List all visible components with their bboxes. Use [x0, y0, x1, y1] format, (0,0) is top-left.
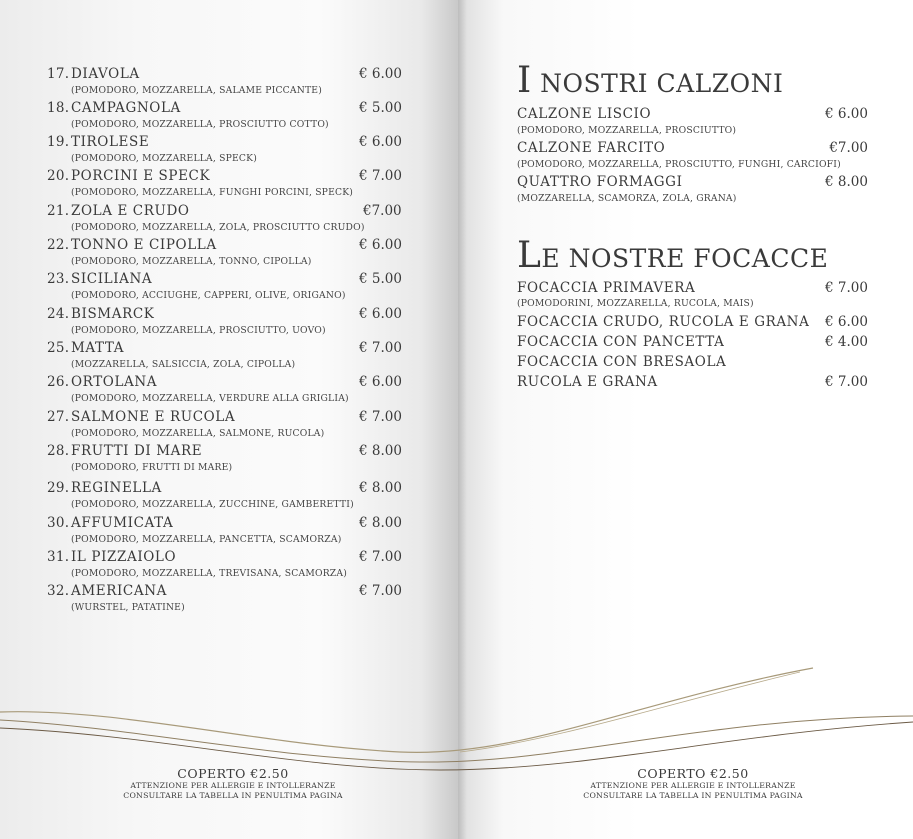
pizza-price: € 7.00 — [359, 168, 402, 184]
focaccia-name: FOCACCIA CON PANCETTA — [517, 334, 725, 350]
pizza-name: IL PIZZAIOLO — [71, 549, 177, 565]
calzone-name: QUATTRO FORMAGGI — [517, 174, 683, 190]
allergy-notice-line2: CONSULTARE LA TABELLA IN PENULTIMA PAGINA — [123, 790, 343, 800]
focaccia-price: € 7.00 — [825, 280, 868, 296]
pizza-description: (POMODORO, MOZZARELLA, SALMONE, RUCOLA) — [71, 428, 325, 439]
allergy-notice-line2: CONSULTARE LA TABELLA IN PENULTIMA PAGINA — [583, 790, 803, 800]
pizza-price: € 7.00 — [359, 583, 402, 599]
pizza-price: € 7.00 — [359, 340, 402, 356]
item-number: 22. — [47, 237, 70, 253]
pizza-price: € 6.00 — [359, 66, 402, 82]
focaccia-description: (POMODORINI, MOZZARELLA, RUCOLA, MAIS) — [517, 298, 754, 309]
item-number: 32. — [47, 583, 70, 599]
calzone-name: CALZONE FARCITO — [517, 140, 666, 156]
calzone-price: € 8.00 — [825, 174, 868, 190]
pizza-description: (POMODORO, MOZZARELLA, TREVISANA, SCAMORZA) — [71, 568, 348, 579]
pizza-description: (POMODORO, MOZZARELLA, ZOLA, PROSCIUTTO CRUDO) — [71, 222, 365, 233]
item-number: 31. — [47, 549, 70, 565]
pizza-name: AMERICANA — [71, 583, 167, 599]
left-footer — [83, 766, 383, 800]
focaccia-name: FOCACCIA PRIMAVERA — [517, 280, 696, 296]
allergy-notice-line1: ATTENZIONE PER ALLERGIE E INTOLLERANZE — [130, 781, 336, 790]
item-number: 17. — [47, 66, 70, 82]
pizza-description: (POMODORO, MOZZARELLA, PANCETTA, SCAMORZA) — [71, 534, 342, 545]
calzoni-title: I NOSTRI CALZONI — [517, 60, 784, 101]
focaccia-price: € 7.00 — [825, 374, 868, 390]
focaccia-price: € 4.00 — [825, 334, 868, 350]
pizza-description: (POMODORO, MOZZARELLA, PROSCIUTTO, UOVO) — [71, 325, 326, 336]
pizza-name: FRUTTI DI MARE — [71, 443, 203, 459]
calzone-description: (POMODORO, MOZZARELLA, PROSCIUTTO) — [517, 125, 737, 136]
item-number: 20. — [47, 168, 70, 184]
pizza-description: (POMODORO, FRUTTI DI MARE) — [71, 462, 233, 473]
pizza-price: € 5.00 — [359, 100, 402, 116]
item-number: 24. — [47, 306, 70, 322]
pizza-description: (POMODORO, MOZZARELLA, FUNGHI PORCINI, SPECK) — [71, 187, 354, 198]
pizza-description: (POMODORO, MOZZARELLA, ZUCCHINE, GAMBERETTI) — [71, 499, 354, 510]
pizza-name: BISMARCK — [71, 306, 155, 322]
item-number: 18. — [47, 100, 70, 116]
pizza-name: AFFUMICATA — [71, 515, 174, 531]
pizza-name: MATTA — [71, 340, 125, 356]
pizza-name: CAMPAGNOLA — [71, 100, 181, 116]
pizza-name: TONNO E CIPOLLA — [71, 237, 217, 253]
item-number: 29. — [47, 480, 70, 496]
pizza-description: (MOZZARELLA, SALSICCIA, ZOLA, CIPOLLA) — [71, 359, 296, 370]
pizza-name: ZOLA E CRUDO — [71, 203, 190, 219]
item-number: 26. — [47, 374, 70, 390]
pizza-price: € 6.00 — [359, 374, 402, 390]
calzone-description: (MOZZARELLA, SCAMORZA, ZOLA, GRANA) — [517, 193, 737, 204]
pizza-name: REGINELLA — [71, 480, 162, 496]
pizza-description: (POMODORO, MOZZARELLA, SALAME PICCANTE) — [71, 85, 322, 96]
item-number: 28. — [47, 443, 70, 459]
pizza-price: € 6.00 — [359, 306, 402, 322]
coperto-text: COPERTO €2.50 — [177, 766, 289, 781]
pizza-price: € 7.00 — [359, 409, 402, 425]
pizza-price: € 7.00 — [359, 549, 402, 565]
calzone-name: CALZONE LISCIO — [517, 106, 652, 122]
item-number: 30. — [47, 515, 70, 531]
pizza-name: PORCINI E SPECK — [71, 168, 211, 184]
pizza-name: DIAVOLA — [71, 66, 140, 82]
pizza-name: ORTOLANA — [71, 374, 158, 390]
focaccia-price: € 6.00 — [825, 314, 868, 330]
item-number: 19. — [47, 134, 70, 150]
focacce-title: LE NOSTRE FOCACCE — [517, 235, 829, 276]
pizza-description: (POMODORO, ACCIUGHE, CAPPERI, OLIVE, ORIGANO) — [71, 290, 346, 301]
pizza-price: €7.00 — [363, 203, 402, 219]
focaccia-name: FOCACCIA CRUDO, RUCOLA E GRANA — [517, 314, 810, 330]
pizza-price: € 8.00 — [359, 480, 402, 496]
right-footer — [543, 766, 843, 800]
item-number: 27. — [47, 409, 70, 425]
calzone-description: (POMODORO, MOZZARELLA, PROSCIUTTO, FUNGHI, CARCIOFI) — [517, 159, 841, 170]
pizza-description: (POMODORO, MOZZARELLA, TONNO, CIPOLLA) — [71, 256, 312, 267]
item-number: 23. — [47, 271, 70, 287]
pizza-name: TIROLESE — [71, 134, 150, 150]
pizza-description: (WURSTEL, PATATINE) — [71, 602, 185, 613]
pizza-name: SALMONE E RUCOLA — [71, 409, 236, 425]
allergy-notice-line1: ATTENZIONE PER ALLERGIE E INTOLLERANZE — [590, 781, 796, 790]
item-number: 21. — [47, 203, 70, 219]
pizza-price: € 6.00 — [359, 134, 402, 150]
item-number: 25. — [47, 340, 70, 356]
pizza-price: € 5.00 — [359, 271, 402, 287]
focaccia-name: RUCOLA E GRANA — [517, 374, 658, 390]
pizza-description: (POMODORO, MOZZARELLA, SPECK) — [71, 153, 257, 164]
calzone-price: € 6.00 — [825, 106, 868, 122]
pizza-description: (POMODORO, MOZZARELLA, PROSCIUTTO COTTO) — [71, 119, 329, 130]
pizza-price: € 6.00 — [359, 237, 402, 253]
calzone-price: €7.00 — [829, 140, 868, 156]
coperto-text: COPERTO €2.50 — [637, 766, 749, 781]
focaccia-name: FOCACCIA CON BRESAOLA — [517, 354, 727, 370]
pizza-price: € 8.00 — [359, 515, 402, 531]
pizza-name: SICILIANA — [71, 271, 153, 287]
pizza-description: (POMODORO, MOZZARELLA, VERDURE ALLA GRIGLIA) — [71, 393, 349, 404]
pizza-price: € 8.00 — [359, 443, 402, 459]
